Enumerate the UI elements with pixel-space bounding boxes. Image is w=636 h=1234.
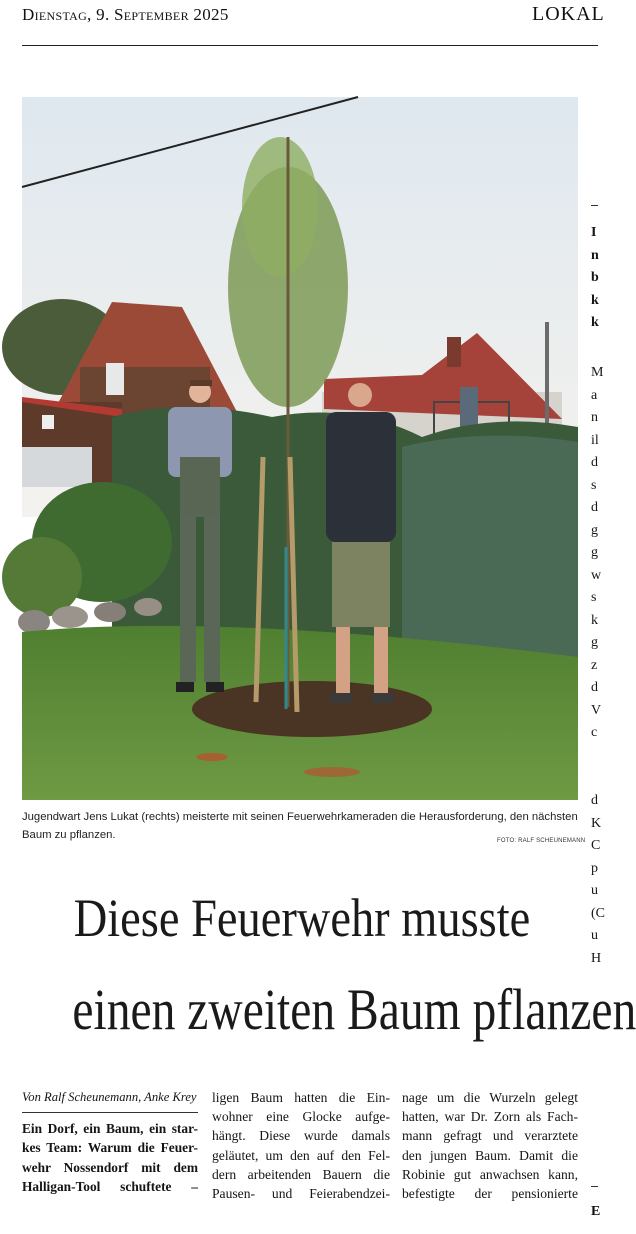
body-line: geläutet, um den auf den Fel-: [212, 1147, 390, 1163]
soil-patch: [192, 681, 432, 737]
article-lead: [22, 1119, 198, 1196]
side-fragment: c: [591, 725, 598, 740]
shrub: [2, 537, 82, 617]
body-line: dern arbeitenden Bauern die: [212, 1166, 390, 1182]
side-fragment: d: [591, 793, 598, 808]
body-line: ligen Baum hatten die Ein-: [212, 1090, 390, 1105]
side-fragment: z: [591, 657, 598, 673]
photo-credit: FOTO: RALF SCHEUNEMANN: [497, 838, 586, 844]
side-fragment: K: [591, 815, 602, 831]
side-fragment: k: [591, 292, 599, 308]
side-fragment: n: [591, 410, 598, 425]
body-line: hatten, war Dr. Zorn als Fach-: [402, 1109, 578, 1125]
side-fragment: E: [591, 1204, 601, 1219]
side-fragment: k: [591, 612, 598, 628]
header-rule: [22, 45, 598, 46]
side-fragment: d: [591, 680, 598, 695]
side-column-body: [591, 362, 604, 745]
header-date: Dienstag, 9. September 2025: [22, 5, 229, 24]
body-line: befestigte der pensionierte: [402, 1186, 578, 1202]
article-column-2: [212, 1088, 390, 1203]
side-fragment: u: [591, 883, 598, 898]
byline: Von Ralf Scheunemann, Anke Krey: [22, 1090, 197, 1104]
side-fragment: (C: [591, 905, 605, 921]
side-column-body-2: [591, 790, 605, 970]
side-fragment: k: [591, 315, 599, 330]
conifer-hedge: [402, 436, 578, 657]
side-fragment: u: [591, 928, 598, 943]
running-header: [0, 0, 605, 46]
body-line: hängt. Diese wurde damals: [212, 1128, 390, 1144]
side-fragment: C: [591, 838, 601, 853]
headline-line-1: Diese Feuerwehr musste: [73, 888, 531, 948]
side-fragment: d: [591, 500, 598, 515]
photo-caption: Jugendwart Jens Lukat (rechts) meisterte mit seinen Feuerwehrkameraden die Herausforderung, den nächsten Baum zu pflanzen.: [22, 811, 578, 841]
side-fragment: s: [591, 590, 597, 605]
article-column-3: [402, 1088, 578, 1203]
photo-illustration: [22, 97, 578, 800]
side-fragment: M: [591, 365, 604, 380]
side-fragment: g: [591, 545, 598, 560]
lead-line: Halligan-Tool schuftete –: [22, 1178, 198, 1194]
side-fragment: H: [591, 950, 602, 966]
side-fragment: g: [591, 522, 598, 538]
side-fragment: n: [591, 247, 599, 263]
body-line: mann gefragt und verarztete: [402, 1128, 578, 1144]
side-fragment: g: [591, 635, 598, 650]
body-line: wohner eine Glocke aufge-: [212, 1109, 390, 1125]
lead-line: wehr Nossendorf mit dem: [22, 1159, 198, 1175]
side-column-rule: [591, 205, 598, 206]
side-fragment: V: [591, 702, 602, 718]
lawn-mark: [196, 753, 228, 761]
article-column-1: [22, 1088, 198, 1196]
side-column-bottom-rule: [591, 1186, 598, 1187]
article-photo: [22, 97, 578, 800]
side-fragment: s: [591, 477, 597, 493]
body-line: Pausen- und Feierabendzei-: [212, 1186, 390, 1202]
headline-line-2: einen zweiten Baum pflanzen: [72, 977, 636, 1042]
body-line: nage um die Wurzeln gelegt: [402, 1090, 578, 1105]
side-column-lead: [591, 222, 601, 335]
side-fragment: I: [591, 225, 597, 240]
side-fragment: b: [591, 270, 599, 285]
lawn-mark: [304, 767, 360, 777]
side-fragment: p: [591, 860, 598, 876]
side-fragment: il: [591, 432, 599, 448]
byline-rule: [22, 1112, 198, 1113]
body-line: Robinie gut anwachsen kann,: [402, 1166, 578, 1182]
header-section-label: LOKAL: [532, 3, 605, 25]
side-fragment: a: [591, 387, 598, 403]
side-fragment: w: [591, 567, 602, 583]
lead-line: Ein Dorf, ein Baum, ein star-: [22, 1121, 198, 1137]
lead-line: kes Team: Warum die Feuer-: [22, 1140, 198, 1156]
side-fragment: d: [591, 455, 598, 470]
body-line: den jungen Baum. Damit die: [402, 1147, 578, 1163]
